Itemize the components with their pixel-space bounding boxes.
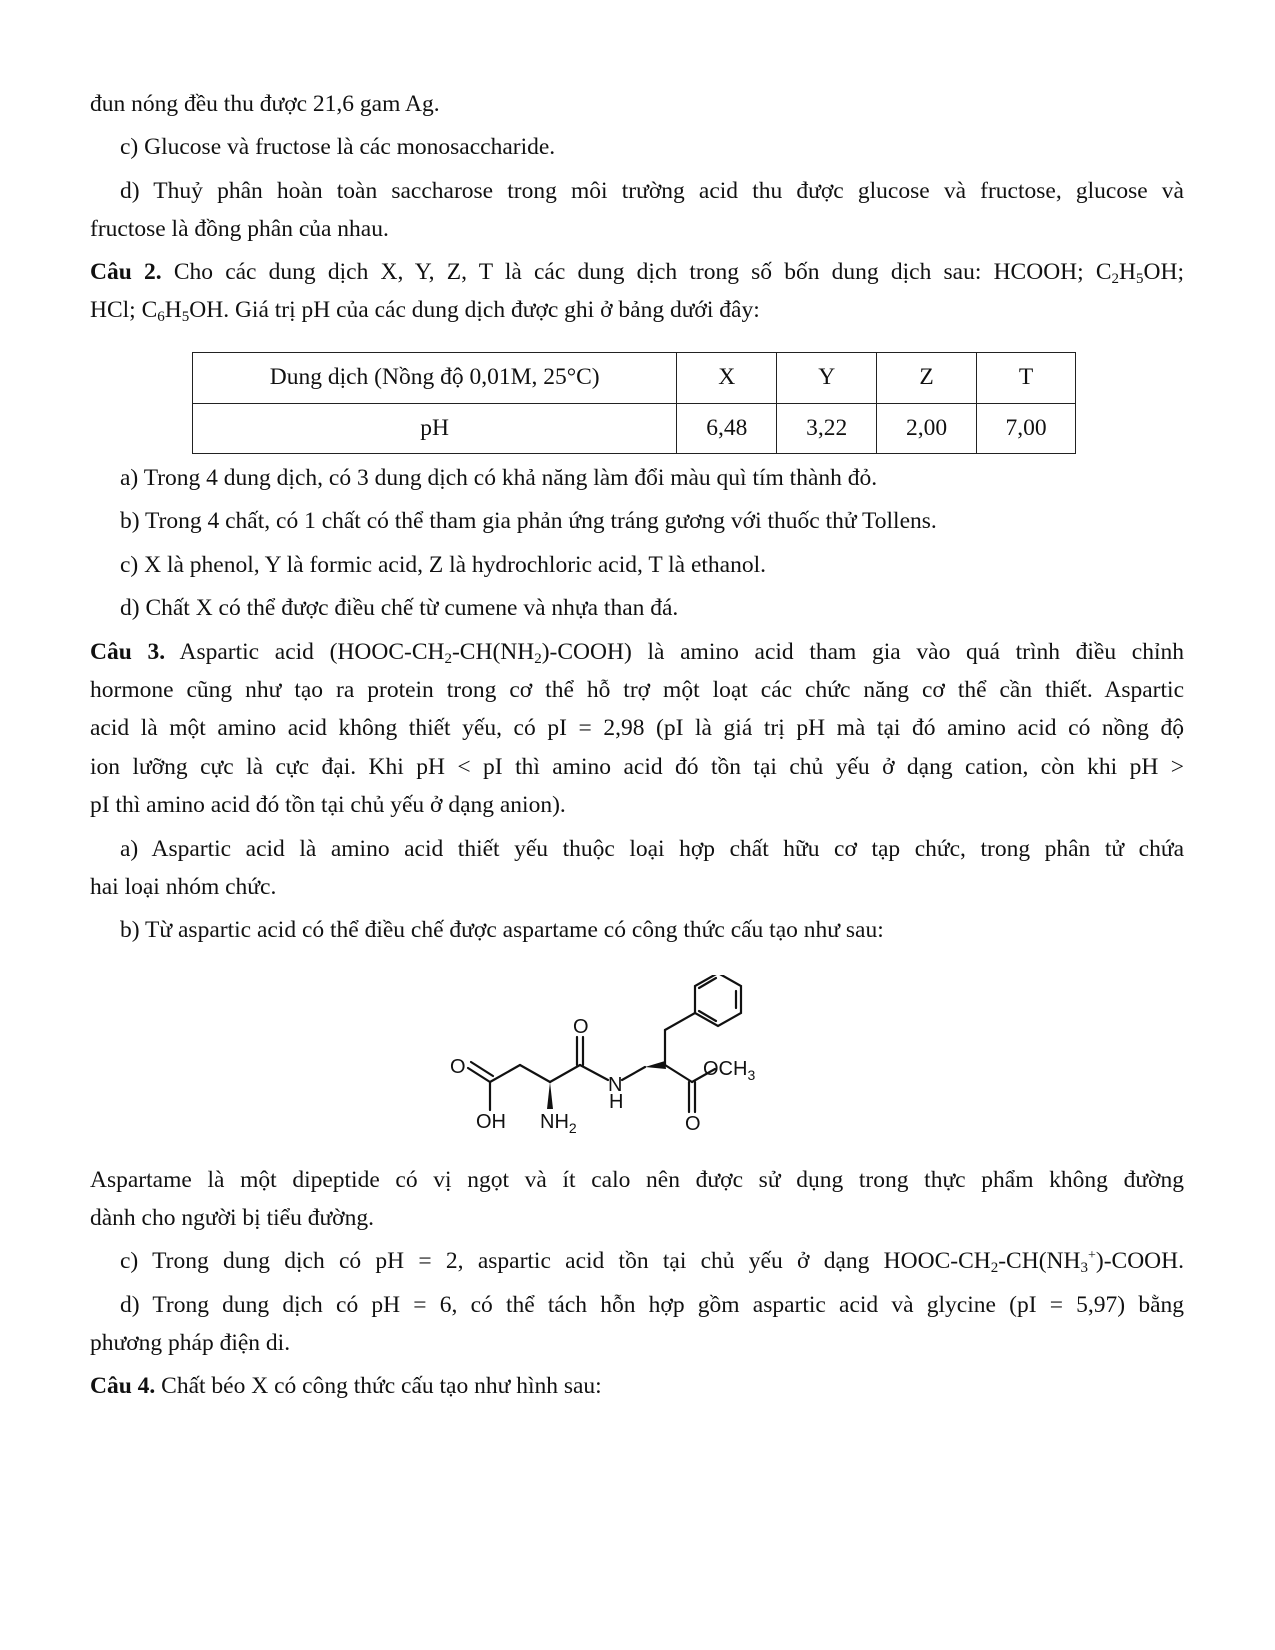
- q3-option-b: b) Từ aspartic acid có thể điều chế được aspartame có công thức cấu tạo như sau:: [120, 917, 884, 943]
- q2-option-b: b) Trong 4 chất, có 1 chất có thể tham gia phản ứng tráng gương với thuốc thử Tollens.: [120, 508, 937, 534]
- q3-line4: ion lưỡng cực là cực đại. Khi pH < pI thì amino acid đó tồn tại chủ yếu ở dạng cation, còn khi pH >: [90, 754, 1184, 780]
- q3-line1: Câu 3. Aspartic acid $(HOOC-CH_2-CH(NH_2)-COOH)$ là amino acid tham gia vào quá trình điều chỉnh: [90, 639, 1185, 667]
- q3-option-c: c) Trong dung dịch có pH = 2, aspartic acid tồn tại chủ yếu ở dạng HOOC-$CH_2-CH(NH_3^+)$-COOH.: [120, 1248, 1184, 1276]
- aspartame-structure: [440, 975, 800, 1185]
- q2-option-a: a) Trong 4 dung dịch, có 3 dung dịch có khả năng làm đổi màu quì tím thành đỏ.: [120, 465, 878, 491]
- q3-aspartame-line2: dành cho người bị tiểu đường.: [90, 1205, 374, 1231]
- table-cell: 2,00: [877, 403, 977, 454]
- n-label: N: [608, 1074, 623, 1096]
- q2-label: Câu 2.: [90, 259, 162, 285]
- o-left-label: O: [450, 1056, 466, 1078]
- table-header-cell: Y: [777, 353, 877, 404]
- table-header-cell: Z: [877, 353, 977, 404]
- q2-intro-line2: HCl; $C_6H_5OH$. Giá trị pH của các dung dịch được ghi ở bảng dưới đây:: [90, 297, 760, 325]
- o-bottom-label: O: [685, 1113, 701, 1135]
- wedge-bond: [645, 1061, 666, 1069]
- wedge-bond: [547, 1082, 553, 1109]
- q1-option-c: c) Glucose và fructose là các monosaccharide.: [120, 134, 556, 160]
- table-cell: 6,48: [677, 403, 777, 454]
- q3-aspartame-line1: Aspartame là một dipeptide có vị ngọt và ít calo nên được sử dụng trong thực phẩm không đường: [90, 1167, 1184, 1193]
- table-cell: pH: [193, 403, 677, 454]
- q4-label: Câu 4.: [90, 1373, 156, 1399]
- ph-table: [192, 352, 1076, 454]
- table-cell: 7,00: [977, 403, 1076, 454]
- table-row: [193, 403, 1076, 454]
- q3-option-d-line1: d) Trong dung dịch có pH = 6, có thể tách hỗn hợp gồm aspartic acid và glycine (pI = 5,97) bằng: [120, 1292, 1184, 1318]
- q4-intro: Câu 4. Chất béo X có công thức cấu tạo như hình sau:: [90, 1373, 602, 1399]
- oh-label: OH: [476, 1111, 506, 1133]
- q2-option-c: c) X là phenol, Y là formic acid, Z là hydrochloric acid, T là ethanol.: [120, 552, 767, 578]
- q2-intro-line1: Câu 2. Cho các dung dịch X, Y, Z, T là các dung dịch trong số bốn dung dịch sau: HCOOH; $C_2H_5OH$;: [90, 259, 1185, 287]
- benzene-ring: [695, 975, 741, 1026]
- q3-option-a-line2: hai loại nhóm chức.: [90, 874, 277, 900]
- q3-line2: hormone cũng như tạo ra protein trong cơ thể hỗ trợ một loạt các chức năng cơ thể cần thiết. Aspartic: [90, 677, 1184, 703]
- o-top-label: O: [573, 1016, 589, 1038]
- och3-label: $OCH_3$: [703, 1058, 756, 1083]
- q3-line3: acid là một amino acid không thiết yếu, có pI = 2,98 (pI là giá trị pH mà tại đó amino acid có nồng độ: [90, 715, 1184, 741]
- q1-option-d-line1: d) Thuỷ phân hoàn toàn saccharose trong môi trường acid thu được glucose và fructose, glucose và: [120, 178, 1184, 204]
- table-header-cell: Dung dịch (Nồng độ 0,01M, 25°C): [193, 353, 677, 404]
- q1-option-d-line2: fructose là đồng phân của nhau.: [90, 216, 389, 242]
- h-label: H: [609, 1091, 624, 1113]
- table-cell: 3,22: [777, 403, 877, 454]
- table-header-cell: X: [677, 353, 777, 404]
- q1-continuation: đun nóng đều thu được 21,6 gam Ag.: [90, 91, 440, 117]
- q3-option-d-line2: phương pháp điện di.: [90, 1330, 291, 1356]
- table-header-row: [193, 353, 1076, 404]
- nh2-label: $NH_2$: [540, 1111, 577, 1136]
- q3-line5: pI thì amino acid đó tồn tại chủ yếu ở dạng anion).: [90, 792, 566, 818]
- q3-label: Câu 3.: [90, 639, 166, 665]
- q3-option-a-line1: a) Aspartic acid là amino acid thiết yếu thuộc loại hợp chất hữu cơ tạp chức, trong phân tử chứa: [120, 836, 1184, 862]
- q2-option-d: d) Chất X có thể được điều chế từ cumene và nhựa than đá.: [120, 595, 679, 621]
- table-header-cell: T: [977, 353, 1076, 404]
